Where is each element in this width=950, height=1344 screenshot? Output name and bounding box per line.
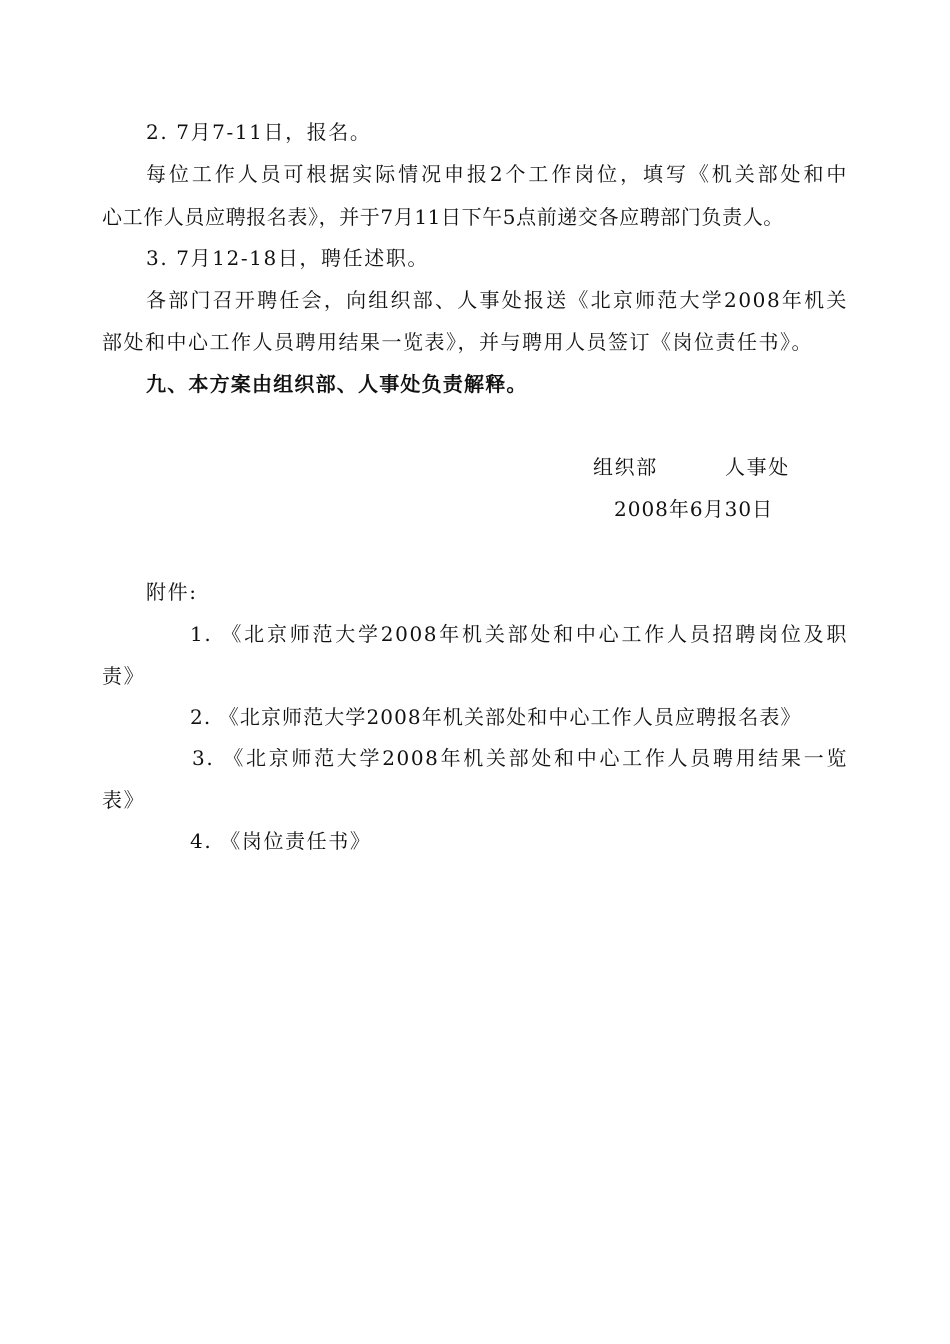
attachment-item-3-line1: 3. 《北京师范大学2008年机关部处和中心工作人员聘用结果一览 [192, 746, 848, 770]
step2-description-line1: 每位工作人员可根据实际情况申报2个工作岗位，填写《机关部处和中 [146, 162, 848, 186]
step3-description-line2: 部处和中心工作人员聘用结果一览表》，并与聘用人员签订《岗位责任书》。 [102, 330, 813, 354]
step2-description-line2: 心工作人员应聘报名表》，并于7月11日下午5点前递交各应聘部门负责人。 [102, 205, 784, 229]
step2-title: 2. 7月7-11日，报名。 [146, 120, 372, 144]
section-nine-heading: 九、本方案由组织部、人事处负责解释。 [146, 372, 528, 396]
attachment-item-1-line2: 责》 [102, 664, 146, 688]
attachment-item-1-line1: 1. 《北京师范大学2008年机关部处和中心工作人员招聘岗位及职 [190, 622, 848, 646]
signature-dept-personnel: 人事处 [725, 455, 790, 479]
attachment-item-3-line2: 表》 [102, 788, 146, 812]
attachment-item-2: 2. 《北京师范大学2008年机关部处和中心工作人员应聘报名表》 [190, 705, 802, 729]
attachment-item-4: 4. 《岗位责任书》 [190, 829, 372, 853]
attachments-label: 附件: [146, 580, 198, 604]
signature-dept-organization: 组织部 [593, 455, 658, 479]
step3-title: 3. 7月12-18日，聘任述职。 [146, 246, 430, 270]
signature-date: 2008年6月30日 [614, 497, 774, 521]
step3-description-line1: 各部门召开聘任会，向组织部、人事处报送《北京师范大学2008年机关 [146, 288, 848, 312]
